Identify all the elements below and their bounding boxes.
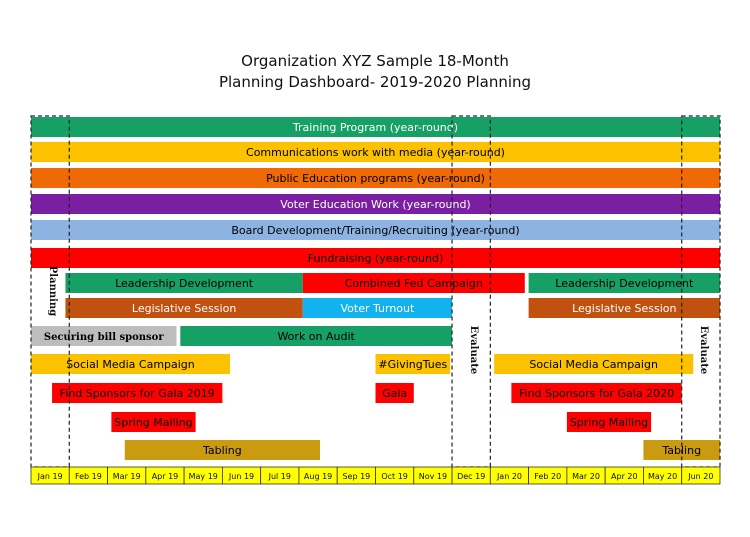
- bar-label: Leadership Development: [115, 277, 254, 290]
- bar-label: Voter Turnout: [340, 302, 415, 315]
- phase-label: Evaluate: [697, 325, 709, 375]
- bar-legislative-session: [65, 298, 302, 318]
- bar-label: Legislative Session: [572, 302, 677, 315]
- month-label: Jan 20: [496, 472, 523, 481]
- chart-title-line1: Organization XYZ Sample 18-Month: [241, 52, 509, 70]
- month-label: May 20: [647, 472, 678, 481]
- bar-label: Public Education programs (year-round): [266, 172, 485, 185]
- month-label: Dec 19: [457, 472, 486, 481]
- bar-label: #GivingTues: [378, 358, 448, 371]
- phase-label: Evaluate: [468, 325, 480, 375]
- bar-label: Securing bill sponsor: [43, 332, 164, 343]
- month-label: Jun 19: [228, 472, 255, 481]
- bar-fundraising-year-round: [31, 248, 720, 268]
- bar-label: Work on Audit: [277, 330, 355, 343]
- bar-label: Find Sponsors for Gala 2019: [59, 387, 215, 400]
- bar-board-development-training-recruiting-year-round: [31, 220, 720, 240]
- bar-label: Legislative Session: [131, 302, 237, 315]
- month-label: Mar 19: [112, 472, 141, 481]
- chart-title-line2: Planning Dashboard- 2019-2020 Planning: [218, 73, 532, 91]
- month-label: Jul 19: [268, 472, 291, 481]
- bar-communications-work-with-media-year-round: [31, 142, 720, 162]
- bar-social-media-campaign: [31, 354, 230, 374]
- bar-label: Social Media Campaign: [529, 358, 658, 371]
- bar-public-education-programs-year-round: [31, 168, 720, 188]
- month-label: Mar 20: [572, 472, 600, 481]
- bar-find-sponsors-for-gala-2019: [52, 383, 222, 403]
- month-label: Apr 20: [611, 472, 638, 481]
- bar-spring-mailing: [567, 412, 651, 432]
- month-label: Jun 20: [688, 472, 714, 481]
- bar-label: Fundraising (year-round): [307, 252, 444, 265]
- bar-securing-bill-sponsor: [31, 326, 176, 346]
- bar-label: Communications work with media (year-round): [246, 146, 505, 159]
- bar-label: Leadership Development: [555, 277, 694, 290]
- bar-tabling: [125, 440, 320, 460]
- bar-label: Combined Fed Campaign: [344, 277, 483, 290]
- month-label: May 19: [188, 472, 218, 481]
- bar-label: Tabling: [662, 444, 702, 457]
- bar-label: Spring Mailing: [114, 416, 193, 429]
- bar-leadership-development: [65, 273, 302, 293]
- phase-label: Planning: [47, 265, 59, 317]
- bar-label: Voter Education Work (year-round): [280, 198, 471, 211]
- bar-leadership-development: [529, 273, 720, 293]
- bar-givingtues: [376, 354, 451, 374]
- bar-label: Spring Mailing: [569, 416, 649, 429]
- bar-voter-turnout: [303, 298, 452, 318]
- bar-voter-education-work-year-round: [31, 194, 720, 214]
- bar-label: Training Program (year-round): [292, 121, 459, 134]
- bar-label: Tabling: [203, 444, 242, 457]
- bar-work-on-audit: [180, 326, 452, 346]
- month-label: Nov 19: [418, 472, 448, 481]
- bar-spring-mailing: [111, 412, 195, 432]
- month-label: Feb 20: [534, 472, 562, 481]
- month-label: Jan 19: [37, 472, 63, 481]
- month-label: Feb 19: [74, 472, 102, 481]
- bar-label: Social Media Campaign: [66, 358, 195, 371]
- bar-label: Board Development/Training/Recruiting (year-round): [231, 224, 520, 237]
- bar-find-sponsors-for-gala-2020: [511, 383, 681, 403]
- month-axis: [31, 467, 720, 484]
- bar-combined-fed-campaign: [303, 273, 525, 293]
- month-label: Aug 19: [303, 472, 333, 481]
- month-label: Apr 19: [151, 472, 179, 481]
- month-label: Oct 19: [381, 472, 408, 481]
- bar-legislative-session: [529, 298, 720, 318]
- bar-label: Gala: [382, 387, 408, 400]
- bar-training-program-year-round: [31, 117, 720, 137]
- bar-social-media-campaign: [494, 354, 693, 374]
- bar-label: Find Sponsors for Gala 2020: [519, 387, 675, 400]
- bar-gala: [376, 383, 414, 403]
- month-label: Sep 19: [342, 472, 371, 481]
